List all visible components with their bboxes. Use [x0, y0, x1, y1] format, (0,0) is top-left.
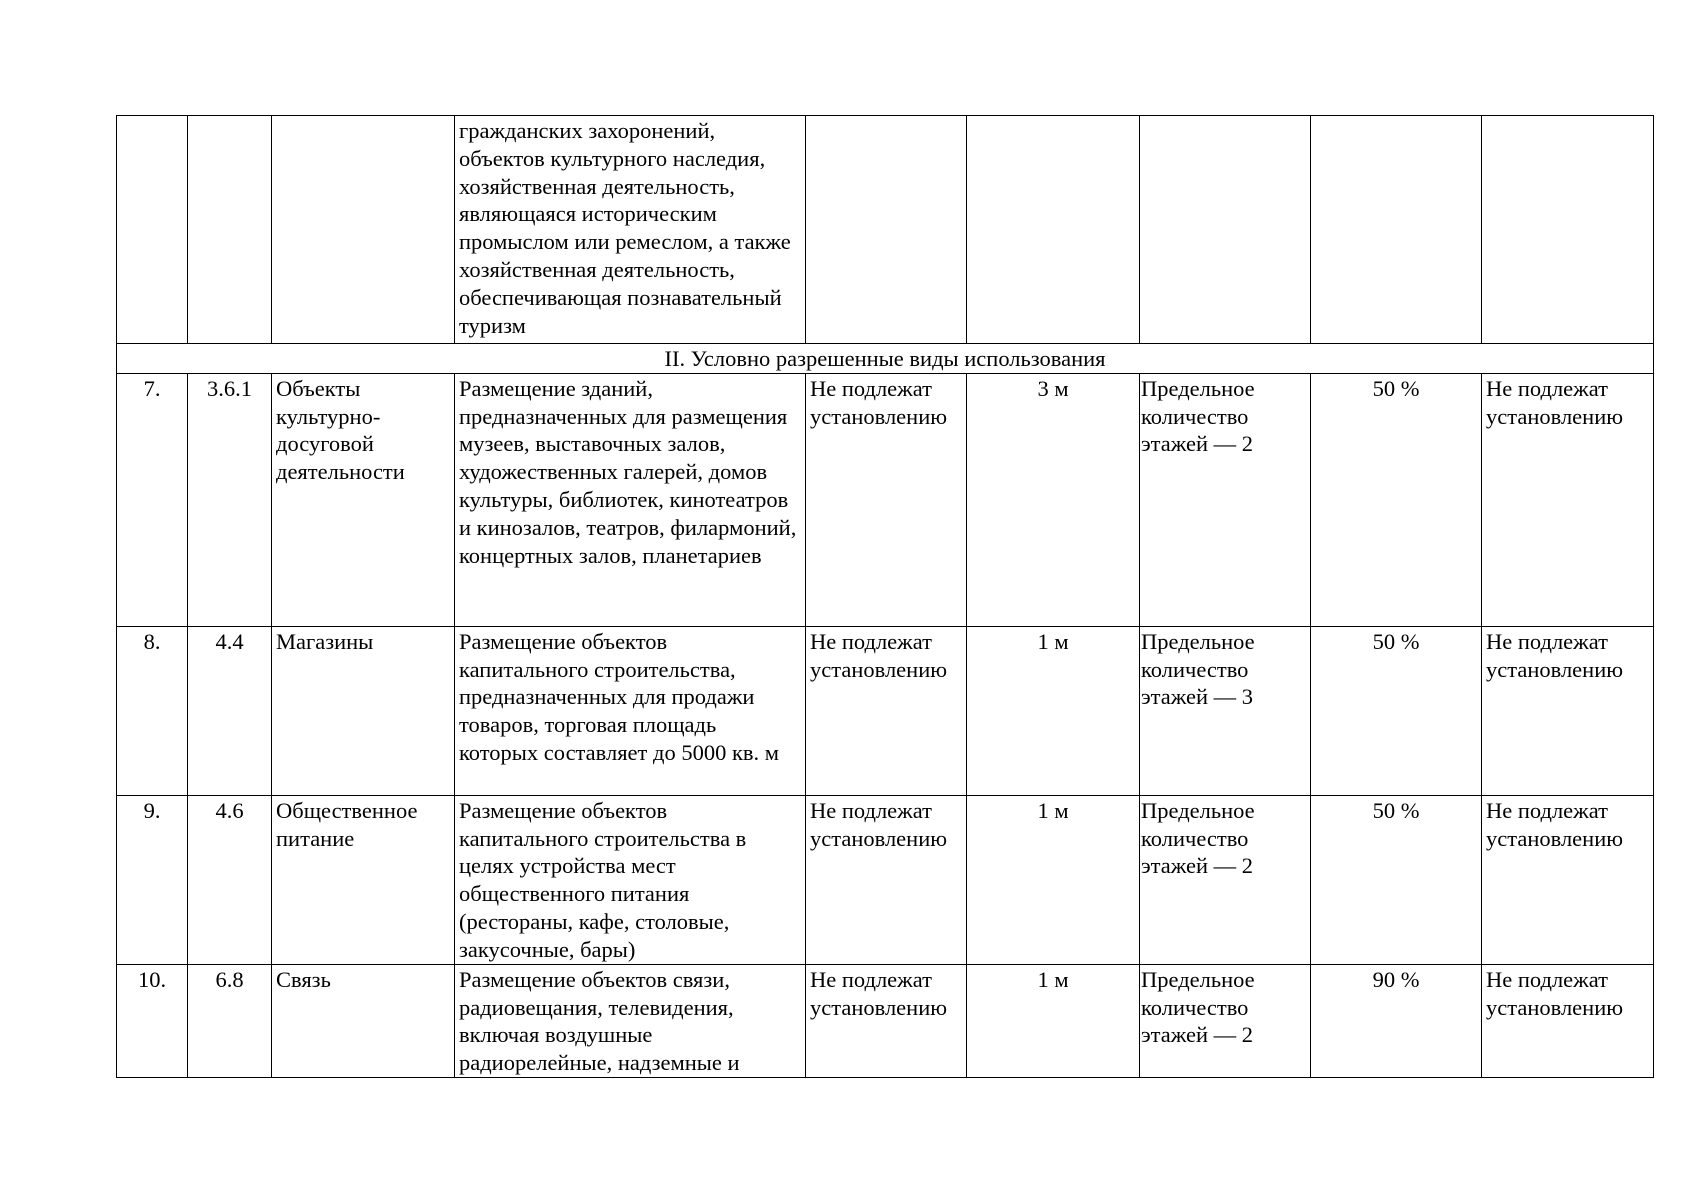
- row-area: Не подлежат установлению: [806, 373, 967, 626]
- row-floors: Предельное количество этажей — 2: [1140, 373, 1311, 626]
- row-other: Не подлежат установлению: [1482, 626, 1654, 795]
- section-header-row: [117, 344, 1654, 374]
- table-row: [117, 373, 1654, 626]
- row-code: 3.6.1: [188, 373, 272, 626]
- row-area: Не подлежат установлению: [806, 964, 967, 1077]
- row-setback: 1 м: [967, 626, 1140, 795]
- row-area: Не подлежат установлению: [806, 795, 967, 964]
- section-title: II. Условно разрешенные виды использования: [117, 344, 1654, 374]
- row-code: 4.6: [188, 795, 272, 964]
- description-cell: гражданских захоронений, объектов культурного наследия, хозяйственная деятельность, являющаяся историческим промыслом или ремеслом, а также хозяйственная деятельность, обеспечивающая познавательный туризм: [455, 116, 806, 344]
- row-other: Не подлежат установлению: [1482, 964, 1654, 1077]
- row-setback: 1 м: [967, 795, 1140, 964]
- row-other: Не подлежат установлению: [1482, 795, 1654, 964]
- row-number: 10.: [117, 964, 188, 1077]
- row-code: 4.4: [188, 626, 272, 795]
- table-row: [117, 964, 1654, 1077]
- row-description: Размещение объектов связи, радиовещания, телевидения, включая воздушные радиорелейные, надземные и: [455, 964, 806, 1077]
- row-name: Связь: [272, 964, 455, 1077]
- row-description: Размещение зданий, предназначенных для размещения музеев, выставочных залов, художественных галерей, домов культуры, библиотек, кинотеатров и кинозалов, театров, филармоний, концертных залов, планетариев: [455, 373, 806, 626]
- row-name: Объекты культурно-досуговой деятельности: [272, 373, 455, 626]
- table-row: [117, 626, 1654, 795]
- row-number: 9.: [117, 795, 188, 964]
- row-other: Не подлежат установлению: [1482, 373, 1654, 626]
- row-number: 7.: [117, 373, 188, 626]
- land-use-table: [116, 115, 1654, 1078]
- row-setback: 3 м: [967, 373, 1140, 626]
- table-row: [117, 795, 1654, 964]
- row-description: Размещение объектов капитального строительства, предназначенных для продажи товаров, торговая площадь которых составляет до 5000 кв. м: [455, 626, 806, 795]
- row-floors: Предельное количество этажей — 2: [1140, 795, 1311, 964]
- row-code: 6.8: [188, 964, 272, 1077]
- row-floors: Предельное количество этажей — 2: [1140, 964, 1311, 1077]
- row-coverage: 50 %: [1311, 795, 1482, 964]
- table-row-continuation: [117, 116, 1654, 344]
- row-name: Магазины: [272, 626, 455, 795]
- row-coverage: 50 %: [1311, 373, 1482, 626]
- row-setback: 1 м: [967, 964, 1140, 1077]
- row-description: Размещение объектов капитального строительства в целях устройства мест общественного питания (рестораны, кафе, столовые, закусочные, бары): [455, 795, 806, 964]
- row-coverage: 50 %: [1311, 626, 1482, 795]
- row-coverage: 90 %: [1311, 964, 1482, 1077]
- row-area: Не подлежат установлению: [806, 626, 967, 795]
- row-number: 8.: [117, 626, 188, 795]
- row-name: Общественное питание: [272, 795, 455, 964]
- row-floors: Предельное количество этажей — 3: [1140, 626, 1311, 795]
